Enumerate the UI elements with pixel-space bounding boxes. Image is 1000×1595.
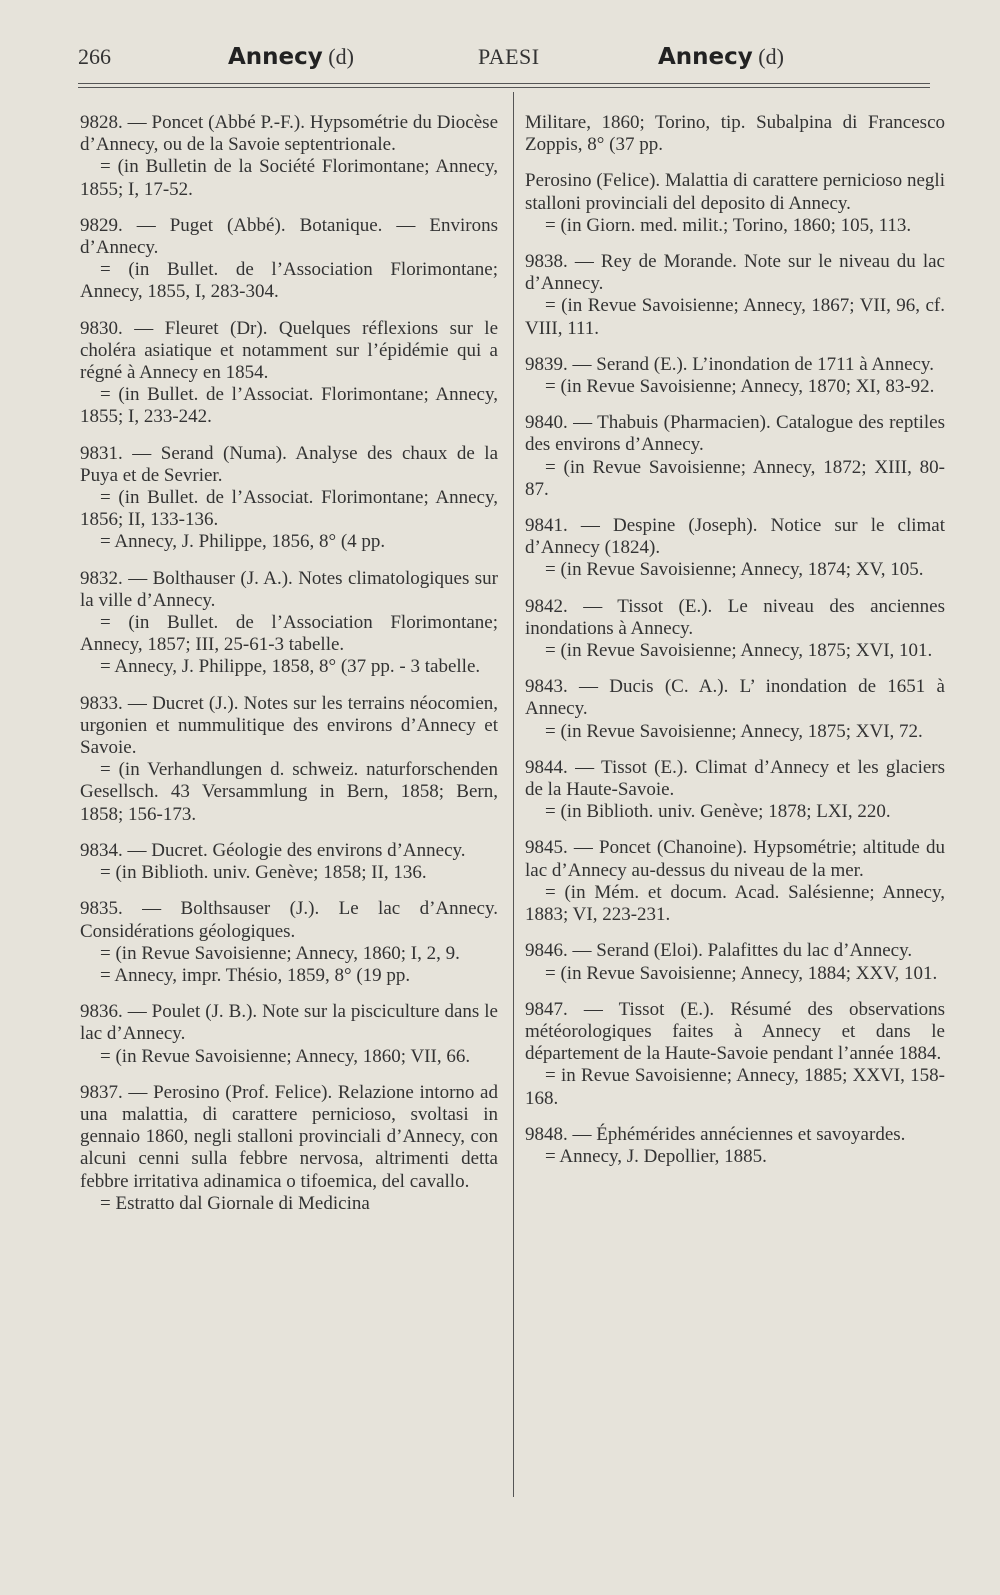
entry-text: — Serand (Numa). Analyse des chaux de la Puya et de Sevrier.: [80, 442, 498, 486]
entry-citation: = (in Revue Savoisienne; Annecy, 1860; VII, 66.: [100, 1045, 471, 1067]
bibliography-entry: [80, 840, 498, 884]
entry-text: — Serand (Eloi). Palafittes du lac d’Annecy.: [572, 940, 913, 962]
entry-text: — Tissot (E.). Le niveau des anciennes inondations à Annecy.: [525, 595, 945, 639]
entry-number: 9842.: [525, 595, 568, 617]
header-center: PAESI: [478, 44, 540, 69]
header-right-title: [658, 44, 784, 70]
entry-number: 9840.: [525, 412, 568, 434]
entry-citation: = Estratto dal Giornale di Medicina: [100, 1192, 370, 1214]
entry-main: [80, 1082, 498, 1193]
entry-main: [80, 215, 498, 259]
entry-citation: = in Revue Savoisienne; Annecy, 1885; XXVI, 158-168.: [525, 1065, 945, 1109]
entry-number: 9834.: [80, 839, 123, 861]
entry-text: — Rey de Morande. Note sur le niveau du lac d’Annecy.: [525, 251, 945, 295]
bibliography-entry: [525, 354, 945, 398]
page-number: 266: [78, 44, 111, 69]
entry-text: — Fleuret (Dr). Quelques réflexions sur le choléra asiatique et notamment sur l’épidémie qui a régné à Annecy en 1854.: [80, 317, 499, 384]
entry-main: [525, 412, 945, 456]
continuation-text: Militare, 1860; Torino, tip. Subalpina di Francesco Zoppis, 8° (37 pp.: [525, 112, 945, 156]
entry-main: [80, 568, 498, 612]
entry-citation: = (in Revue Savoisienne; Annecy, 1874; XV, 105.: [545, 559, 924, 581]
bibliography-entry: [525, 412, 945, 501]
entry-citation: = (in Biblioth. univ. Genève; 1858; II, 136.: [100, 862, 427, 884]
entry-citation: = Annecy, impr. Thésio, 1859, 8° (19 pp.: [100, 964, 411, 986]
entry-number: 9841.: [525, 515, 568, 537]
entry-number: 9835.: [80, 898, 123, 920]
entry-main: [525, 837, 945, 881]
bibliography-entry: [80, 215, 498, 304]
entry-citation: = Annecy, J. Philippe, 1858, 8° (37 pp. - 3 tabelle.: [100, 656, 481, 678]
entry-number: 9839.: [525, 353, 568, 375]
entry-text: — Serand (E.). L’inondation de 1711 à Annecy.: [572, 353, 934, 375]
running-header: [78, 44, 930, 78]
entry-text: — Bolthauser (J. A.). Notes climatologiques sur la ville d’Annecy.: [80, 567, 498, 611]
entry-citation: = (in Giorn. med. milit.; Torino, 1860; 105, 113.: [545, 214, 912, 236]
entry-citation: = (in Bulletin de la Société Florimontane; Annecy, 1855; I, 17-52.: [80, 156, 498, 200]
header-rule-top: [78, 83, 930, 84]
bibliography-entry: [525, 251, 945, 340]
entry-number: 9828.: [80, 112, 123, 133]
entry-text: — Poulet (J. B.). Note sur la pisciculture dans le lac d’Annecy.: [80, 1001, 498, 1045]
entry-citation: = (in Bullet. de l’Association Florimontane; Annecy, 1857; III, 25-61-3 tabelle.: [80, 612, 498, 656]
entry-number: 9846.: [525, 940, 568, 962]
entry-text: — Éphémérides annéciennes et savoyardes.: [572, 1123, 906, 1145]
entry-main: [525, 596, 945, 640]
entry-main: [80, 693, 498, 760]
header-left-title: [228, 44, 354, 70]
entry-number: 9844.: [525, 756, 568, 778]
entry-text: — Poncet (Chanoine). Hypsométrie; altitude du lac d’Annecy au-dessus du niveau de la mer.: [525, 837, 946, 881]
entry-main: [80, 1001, 498, 1045]
entry-main: [525, 515, 945, 559]
entry-number: 9831.: [80, 442, 123, 464]
bibliography-entry: [525, 940, 945, 984]
header-right-sub: (d): [758, 44, 784, 69]
entry-text: — Poncet (Abbé P.-F.). Hypsométrie du Diocèse d’Annecy, ou de la Savoie septentrionale.: [80, 112, 498, 156]
entry-main: [525, 676, 945, 720]
bibliography-entry: [525, 596, 945, 663]
entry-number: 9829.: [80, 214, 123, 236]
entry-main: [525, 170, 945, 214]
entry-number: 9833.: [80, 692, 123, 714]
entry-citation: = (in Revue Savoisienne; Annecy, 1875; XVI, 101.: [545, 640, 933, 662]
entry-main: [525, 1124, 945, 1146]
entry-number: 9832.: [80, 567, 123, 589]
bibliography-entry: [80, 898, 498, 987]
bibliography-entry: [80, 568, 498, 679]
header-right-name: Annecy: [658, 44, 753, 70]
entry-main: [80, 840, 498, 862]
entry-number: 9843.: [525, 676, 568, 698]
entry-number: 9838.: [525, 251, 568, 273]
column-divider: [513, 92, 514, 1497]
entry-number: 9847.: [525, 998, 568, 1020]
bibliography-entry: [525, 837, 945, 926]
entry-text: — Tissot (E.). Climat d’Annecy et les glaciers de la Haute-Savoie.: [525, 756, 946, 801]
bibliography-entry: [80, 318, 498, 429]
bibliography-entry: [525, 676, 945, 743]
entry-citation: = (in Revue Savoisienne; Annecy, 1860; I, 2, 9.: [100, 942, 460, 964]
entry-citation: = (in Revue Savoisienne; Annecy, 1872; XIII, 80-87.: [525, 456, 945, 500]
bibliography-entry: [525, 170, 945, 237]
entry-text: — Perosino (Prof. Felice). Relazione intorno ad una malattia, di carattere pernicioso, svoltasi in gennaio 1860, negli stalloni provinciali d’Annecy, con alcuni cenni sulla febbre nervosa, altrimenti detta febbre irritativa adinamica o tifoemica, del cavallo.: [80, 1081, 498, 1192]
bibliography-entry: [525, 999, 945, 1110]
entry-citation: = (in Bullet. de l’Associat. Florimontane; Annecy, 1855; I, 233-242.: [80, 384, 498, 428]
entry-citation: = (in Revue Savoisienne; Annecy, 1870; XI, 83-92.: [545, 376, 935, 398]
bibliography-entry: [80, 112, 498, 201]
entry-citation: = (in Bullet. de l’Associat. Florimontane; Annecy, 1856; II, 133-136.: [80, 487, 498, 531]
entry-main: [525, 757, 945, 801]
right-column: [525, 112, 945, 1182]
entry-citation: = (in Revue Savoisienne; Annecy, 1867; VII, 96, cf. VIII, 111.: [525, 295, 945, 339]
entry-text: — Ducis (C. A.). L’ inondation de 1651 à Annecy.: [525, 676, 945, 720]
entry-number: 9848.: [525, 1123, 568, 1145]
entry-text: — Despine (Joseph). Notice sur le climat d’Annecy (1824).: [525, 515, 946, 559]
bibliography-entry: [80, 693, 498, 826]
header-rule-bottom: [78, 87, 930, 88]
entry-number: 9830.: [80, 317, 123, 339]
entry-main: [525, 999, 945, 1066]
entry-citation: = Annecy, J. Philippe, 1856, 8° (4 pp.: [100, 531, 386, 553]
entry-main: [525, 940, 945, 962]
entry-text: — Tissot (E.). Résumé des observations météorologiques faites à Annecy et dans le département de la Haute-Savoie pendant l’année 1884.: [525, 998, 945, 1065]
bibliography-entry: [80, 1001, 498, 1068]
bibliography-entry: [80, 1082, 498, 1215]
entry-citation: = (in Mém. et docum. Acad. Salésienne; Annecy, 1883; VI, 223-231.: [525, 881, 945, 926]
entry-text: Perosino (Felice). Malattia di carattere pernicioso negli stalloni provinciali del deposito di Annecy.: [525, 170, 945, 214]
entry-text: — Puget (Abbé). Botanique. — Environs d’Annecy.: [80, 214, 499, 259]
entry-number: 9845.: [525, 837, 568, 859]
entry-text: — Ducret (J.). Notes sur les terrains néocomien, urgonien et nummulitique des environs d’Annecy et Savoie.: [80, 692, 499, 759]
entry-citation: = (in Biblioth. univ. Genève; 1878; LXI, 220.: [545, 801, 891, 823]
header-left-name: Annecy: [228, 44, 323, 70]
entry-citation: = (in Bullet. de l’Association Florimontane; Annecy, 1855, I, 283-304.: [80, 259, 498, 303]
entry-citation: = Annecy, J. Depollier, 1885.: [545, 1145, 767, 1167]
entry-main: [525, 251, 945, 295]
entry-main: [80, 112, 498, 156]
entry-main: [80, 443, 498, 487]
bibliography-entry: [525, 1124, 945, 1168]
bibliography-entry: [525, 757, 945, 824]
entry-citation: = (in Revue Savoisienne; Annecy, 1875; XVI, 72.: [545, 720, 923, 742]
header-left-sub: (d): [328, 44, 354, 69]
entry-main: [80, 898, 498, 942]
entry-text: — Bolthsauser (J.). Le lac d’Annecy. Considérations géologiques.: [80, 898, 499, 942]
left-column: [80, 112, 498, 1229]
entry-main: [80, 318, 498, 385]
entry-main: [525, 354, 945, 376]
entry-number: 9837.: [80, 1081, 123, 1103]
entry-citation: = (in Verhandlungen d. schweiz. naturforschenden Gesellsch. 43 Versammlung in Bern, 1858; Bern, 1858; 156-173.: [80, 759, 498, 825]
entry-text: — Ducret. Géologie des environs d’Annecy.: [127, 839, 466, 861]
bibliography-entry: [525, 515, 945, 582]
bibliography-entry: [80, 443, 498, 554]
entry-number: 9836.: [80, 1001, 123, 1023]
entry-text: — Thabuis (Pharmacien). Catalogue des reptiles des environs d’Annecy.: [525, 412, 945, 456]
entry-citation: = (in Revue Savoisienne; Annecy, 1884; XXV, 101.: [545, 962, 938, 984]
